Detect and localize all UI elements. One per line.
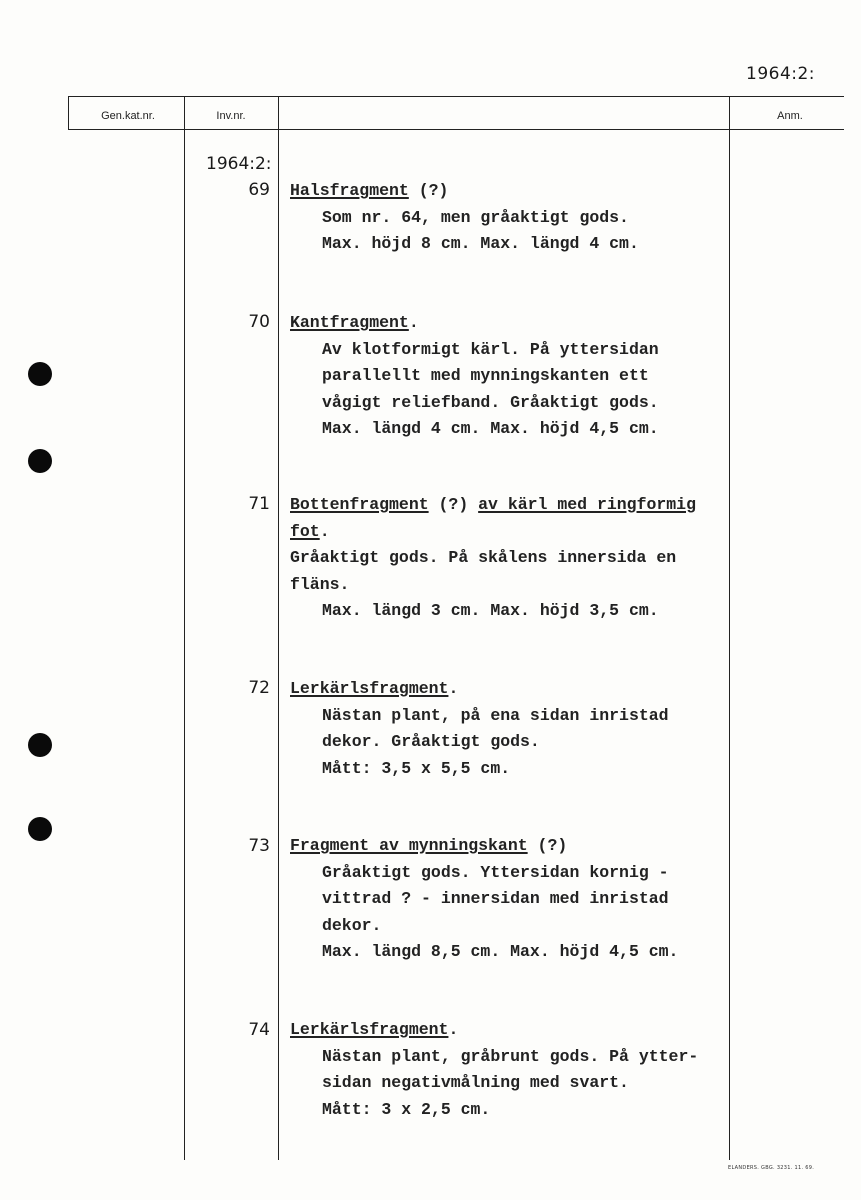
- entry-title-suffix: .: [448, 1020, 459, 1039]
- entry-title-suffix: .: [319, 521, 330, 541]
- entry-74: [290, 1017, 730, 1123]
- inv-number-69: 69: [248, 180, 270, 200]
- punch-hole: [28, 362, 52, 386]
- entry-line: fläns.: [290, 574, 350, 594]
- entry-line: Nästan plant, gråbrunt gods. På ytter-: [322, 1046, 699, 1066]
- entry-title: Kantfragment: [290, 313, 409, 332]
- inv-number-72: 72: [248, 678, 270, 698]
- entry-73: [290, 833, 730, 966]
- entry-70: [290, 310, 730, 443]
- entry-line: Max. längd 4 cm. Max. höjd 4,5 cm.: [322, 419, 659, 438]
- entry-title: Halsfragment: [290, 181, 409, 200]
- entry-line: vittrad ? - innersidan med inristad: [322, 889, 669, 908]
- entry-title-line: [290, 833, 730, 860]
- inv-number-70: 70: [248, 312, 270, 332]
- entry-title-continued: av kärl med ringformig: [478, 495, 696, 514]
- entry-title-line: [290, 178, 730, 205]
- entry-line: Max. längd 3 cm. Max. höjd 3,5 cm.: [322, 601, 659, 620]
- entry-line: Max. höjd 8 cm. Max. längd 4 cm.: [322, 234, 639, 253]
- entry-line: Max. längd 8,5 cm. Max. höjd 4,5 cm.: [322, 942, 679, 961]
- entry-title: Fragment av mynningskant: [290, 836, 528, 855]
- entry-title-suffix: .: [448, 679, 459, 698]
- entry-title-end: fot: [290, 521, 320, 541]
- entry-title-line: [290, 310, 730, 337]
- entry-title-suffix: (?): [527, 836, 568, 855]
- entry-72: [290, 676, 730, 782]
- entry-line: parallellt med mynningskanten ett: [322, 366, 649, 385]
- column-divider-left: [68, 96, 69, 130]
- entry-title-suffix: (?): [408, 181, 449, 200]
- entry-line: Gråaktigt gods. Yttersidan kornig -: [322, 862, 669, 882]
- entry-title-mid: (?): [428, 495, 479, 514]
- entry-line: dekor.: [322, 915, 382, 935]
- entry-line: Nästan plant, på ena sidan inristad: [322, 705, 669, 725]
- page-number: 1964:2:: [746, 64, 816, 84]
- entry-line: Som nr. 64, men gråaktigt gods.: [322, 207, 629, 227]
- entry-title: Lerkärlsfragment: [290, 679, 449, 698]
- entry-line: Mått: 3 x 2,5 cm.: [322, 1099, 491, 1119]
- inv-number-73: 73: [248, 836, 270, 856]
- entry-line: vågigt reliefband. Gråaktigt gods.: [322, 392, 659, 412]
- column-header-inv-nr: Inv.nr.: [216, 110, 246, 122]
- punch-hole: [28, 733, 52, 757]
- entry-title-line-2: [290, 519, 730, 546]
- entry-line: Av klotformigt kärl. På yttersidan: [322, 339, 659, 359]
- inv-number-71: 71: [248, 494, 270, 514]
- column-divider-inv-desc: [278, 96, 279, 1160]
- year-label: 1964:2:: [206, 154, 272, 174]
- entry-title-line: [290, 1017, 730, 1044]
- column-header-anm: Anm.: [777, 110, 803, 122]
- column-divider-gen-inv: [184, 96, 185, 1160]
- entry-line: sidan negativmålning med svart.: [322, 1073, 629, 1092]
- entry-line: Mått: 3,5 x 5,5 cm.: [322, 758, 511, 778]
- entry-title-suffix: .: [408, 313, 419, 332]
- punch-hole: [28, 449, 52, 473]
- entry-69: [290, 178, 730, 258]
- entry-title: Bottenfragment: [290, 495, 429, 514]
- entry-title: Lerkärlsfragment: [290, 1020, 449, 1039]
- printer-imprint: ELANDERS. GBG. 3231. 11. 69.: [728, 1165, 815, 1171]
- entry-title-line: [290, 492, 730, 519]
- inv-number-74: 74: [248, 1020, 270, 1040]
- punch-hole: [28, 817, 52, 841]
- entry-71: [290, 492, 730, 625]
- column-header-gen-kat-nr: Gen.kat.nr.: [101, 110, 155, 122]
- entry-line: dekor. Gråaktigt gods.: [322, 732, 540, 751]
- entry-title-line: [290, 676, 730, 703]
- entry-line: Gråaktigt gods. På skålens innersida en: [290, 548, 677, 567]
